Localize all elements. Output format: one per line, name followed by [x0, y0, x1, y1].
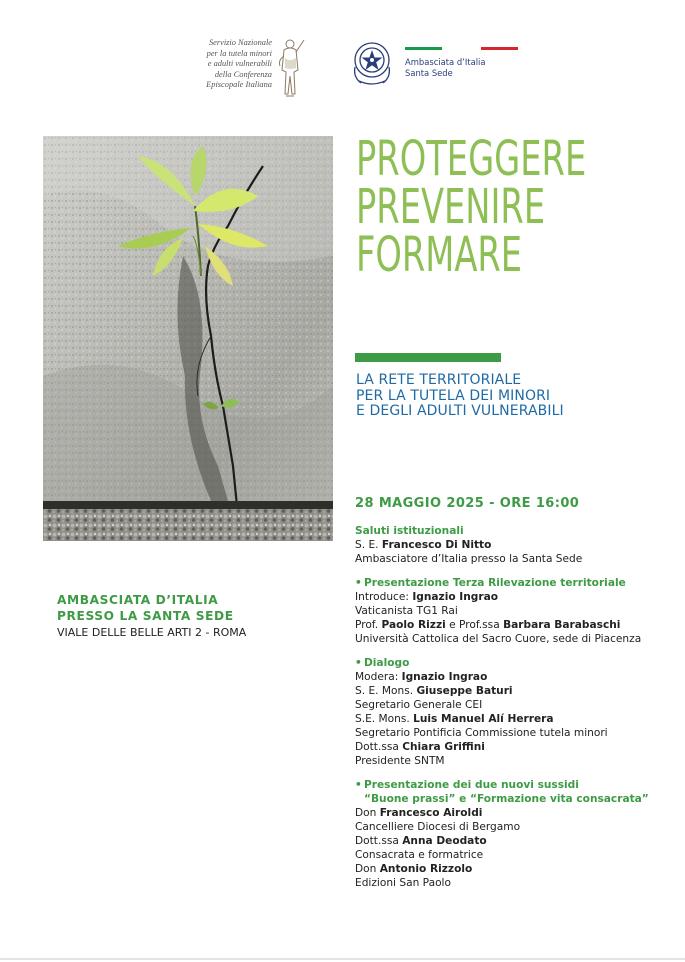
flag-stripe-red	[481, 47, 518, 50]
speaker-role: Cancelliere Diocesi di Bergamo	[355, 821, 521, 833]
flag-stripe-green	[405, 47, 442, 50]
section-subheading: “Buone prassi” e “Formazione vita consacrata”	[364, 793, 649, 805]
speaker-line: Introduce: Ignazio Ingrao	[355, 591, 499, 603]
cei-line: Episcopale Italiana	[206, 80, 272, 89]
section-heading: • Dialogo	[355, 657, 410, 669]
cei-saint-figure-logo	[272, 32, 308, 104]
program-section-dialogue	[355, 656, 675, 768]
program-section-greetings	[355, 524, 675, 566]
speaker-line: S. E. Mons. Giuseppe Baturi	[355, 685, 513, 697]
plant-in-crack-photo	[43, 136, 333, 541]
speaker-prefix: S. E.	[355, 539, 382, 551]
venue-address: VIALE DELLE BELLE ARTI 2 - ROMA	[57, 626, 247, 639]
embassy-line: Santa Sede	[405, 68, 453, 78]
embassy-line: Ambasciata d’Italia	[405, 57, 486, 67]
speaker-role: Consacrata e formatrice	[355, 849, 484, 861]
speaker-role: Vaticanista TG1 Rai	[355, 605, 458, 617]
speaker-name: Ignazio Ingrao	[401, 671, 488, 683]
program-section-presentation	[355, 576, 675, 646]
italian-republic-emblem-icon	[349, 37, 395, 87]
bullet: •	[355, 779, 362, 791]
page-bottom-edge	[0, 958, 685, 960]
cei-logo-text	[186, 38, 272, 91]
speaker-role: Edizioni San Paolo	[355, 877, 451, 889]
bullet: •	[355, 657, 362, 669]
speaker-name: Giuseppe Baturi	[416, 685, 513, 697]
speaker-role: Presidente SNTM	[355, 755, 445, 767]
speaker-name: Francesco Airoldi	[379, 807, 483, 819]
event-subtitle	[356, 373, 676, 420]
title-line: PROTEGGERE	[356, 131, 587, 187]
event-title	[356, 131, 598, 283]
program-section-aids	[355, 778, 675, 890]
subtitle-line: E DEGLI ADULTI VULNERABILI	[356, 403, 564, 419]
speaker-name: Paolo Rizzi	[381, 619, 446, 631]
venue-name	[57, 592, 234, 624]
speaker-name: Anna Deodato	[402, 835, 487, 847]
cei-line: della Conferenza	[214, 69, 272, 79]
speaker-line: Don Antonio Rizzolo	[355, 863, 473, 875]
section-heading: • Presentazione Terza Rilevazione territoriale	[355, 577, 626, 589]
speaker-name: Antonio Rizzolo	[379, 863, 473, 875]
embassy-logo-text	[405, 57, 486, 79]
venue-name-line: AMBASCIATA D’ITALIA	[57, 593, 219, 607]
speaker-line: Modera: Ignazio Ingrao	[355, 671, 488, 683]
subtitle-line: LA RETE TERRITORIALE	[356, 372, 522, 388]
speaker-role: Segretario Generale CEI	[355, 699, 483, 711]
cei-line: Servizio Nazionale	[208, 38, 272, 47]
speaker-name: Luis Manuel Alí Herrera	[413, 713, 554, 725]
program	[355, 524, 675, 890]
speaker-role: Ambasciatore d’Italia presso la Santa Sede	[355, 553, 583, 565]
event-date-time: 28 MAGGIO 2025 - ORE 16:00	[355, 496, 580, 511]
section-heading: • Presentazione dei due nuovi sussidi	[355, 779, 579, 791]
speaker-name: Ignazio Ingrao	[412, 591, 499, 603]
bullet: •	[355, 577, 362, 589]
speaker-line: Dott.ssa Anna Deodato	[355, 835, 487, 847]
speaker-name: Chiara Griffini	[402, 741, 485, 753]
speaker-line	[355, 538, 675, 552]
title-line: FORMARE	[356, 227, 523, 283]
speaker-name: Francesco Di Nitto	[381, 539, 492, 551]
cei-line: e adulti vulnerabili	[207, 59, 272, 68]
speaker-line: Don Francesco Airoldi	[355, 807, 483, 819]
section-heading: Saluti istituzionali	[355, 525, 464, 537]
speaker-line: Dott.ssa Chiara Griffini	[355, 741, 485, 753]
speaker-role: Università Cattolica del Sacro Cuore, sede di Piacenza	[355, 633, 642, 645]
title-line: PREVENIRE	[356, 179, 546, 235]
cei-line: per la tutela minori	[206, 48, 272, 58]
speaker-name: Barbara Barabaschi	[503, 619, 621, 631]
subtitle-line: PER LA TUTELA DEI MINORI	[356, 387, 551, 404]
speaker-role: Segretario Pontificia Commissione tutela minori	[355, 727, 608, 739]
speaker-line: Prof. Paolo Rizzi e Prof.ssa Barbara Barabaschi	[355, 619, 621, 631]
speaker-line: S.E. Mons. Luis Manuel Alí Herrera	[355, 713, 554, 725]
title-divider-bar	[355, 353, 501, 362]
venue-name-line: PRESSO LA SANTA SEDE	[57, 609, 234, 623]
